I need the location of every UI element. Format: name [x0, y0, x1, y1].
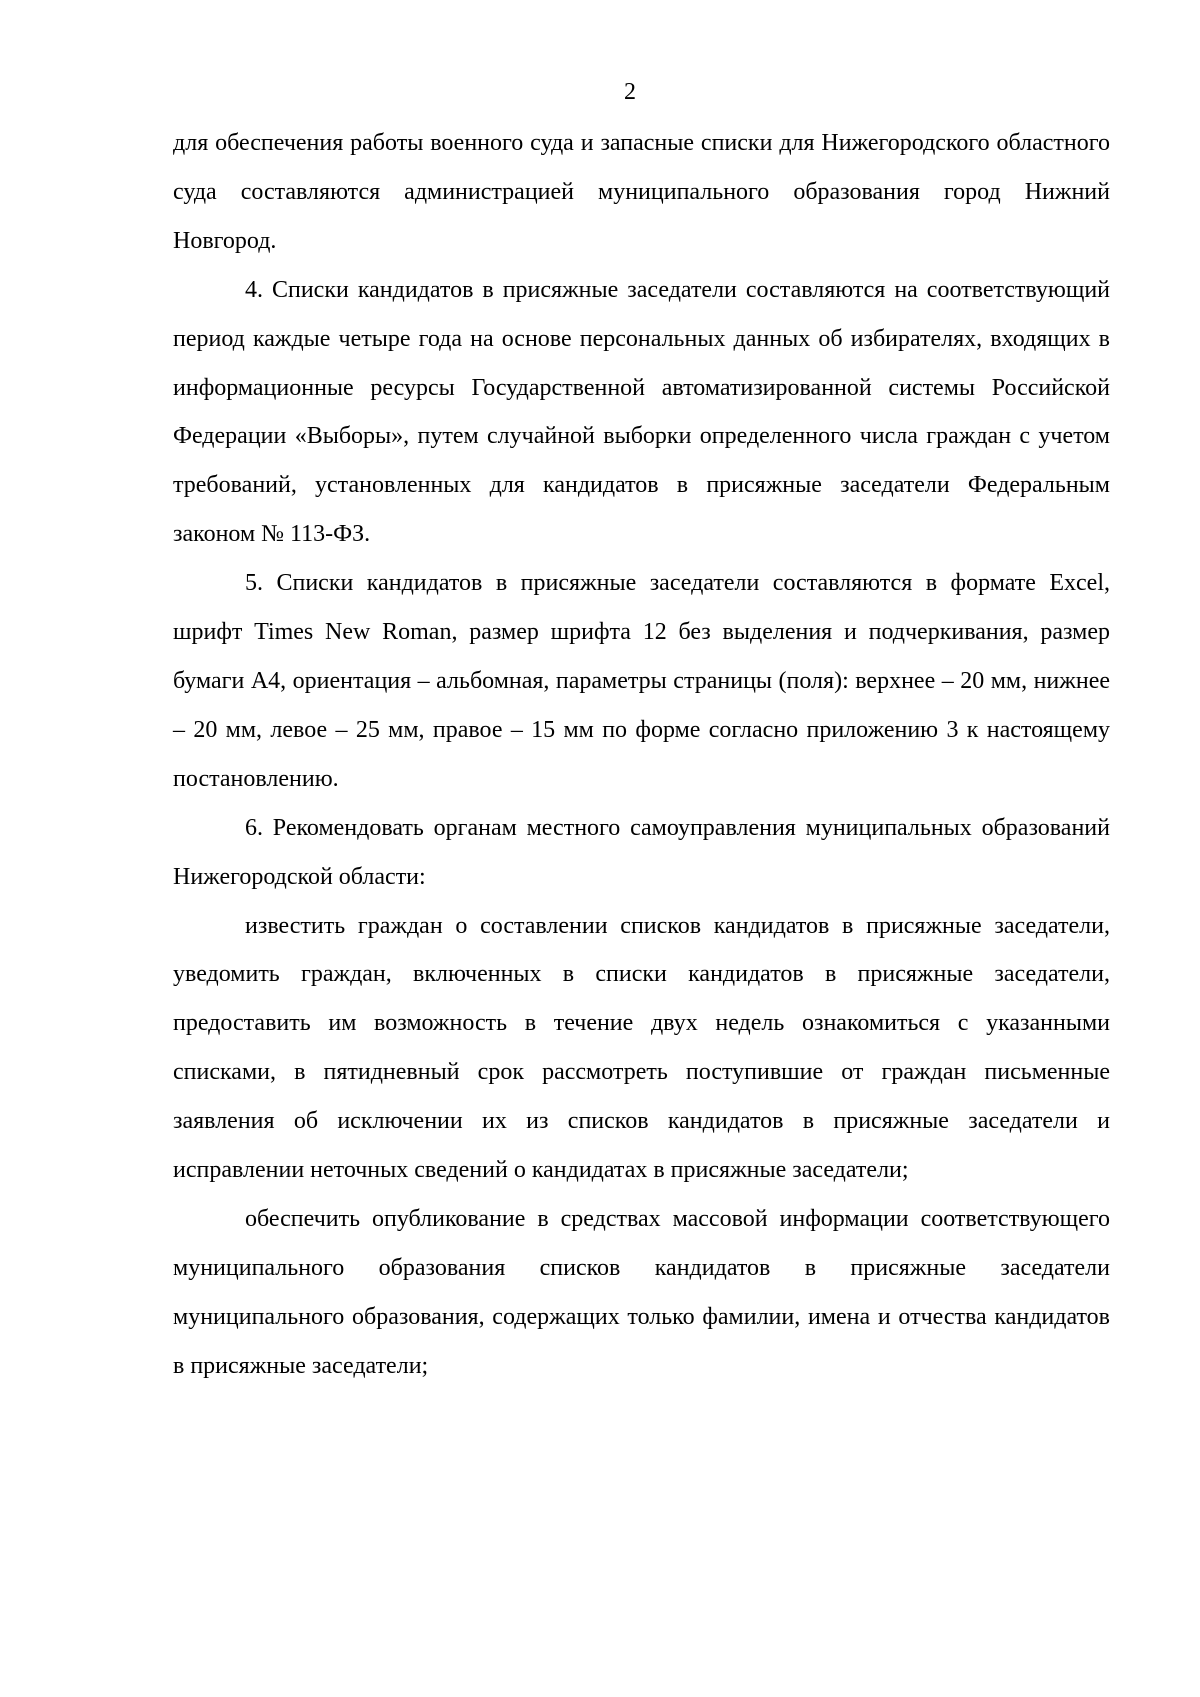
page-number: 2 — [624, 79, 636, 105]
paragraph-continuation: для обеспечения работы военного суда и запасные списки для Нижегородского областного суда составляются администрацией муниципального образования город Нижний Новгород. — [173, 130, 1110, 254]
paragraph-publish-lists: обеспечить опубликование в средствах массовой информации соответствующего муниципального образования списков кандидатов в присяжные заседатели муниципального образования, содержащих только фамилии, имена и отчества кандидатов в присяжные заседатели; — [173, 1205, 1110, 1379]
paragraph-item-5: 5. Списки кандидатов в присяжные заседатели составляются в формате Excel, шрифт Times New Roman, размер шрифта 12 без выделения и подчеркивания, размер бумаги А4, ориентация – альбомная, параметры страницы (поля): верхнее – 20 мм, нижнее – 20 мм, левое – 25 мм, правое – 15 мм по форме согласно приложению 3 к настоящему постановлению. — [173, 570, 1110, 792]
paragraph-item-4: 4. Списки кандидатов в присяжные заседатели составляются на соответствующий период каждые четыре года на основе персональных данных об избирателях, входящих в информационные ресурсы Государственной автоматизированной системы Российской Федерации «Выборы», путем случайной выборки определенного числа граждан с учетом требований, установленных для кандидатов в присяжные заседатели Федеральным законом № 113-ФЗ. — [173, 276, 1110, 548]
document-body — [173, 119, 1110, 1391]
paragraph-notify-citizens: известить граждан о составлении списков кандидатов в присяжные заседатели, уведомить граждан, включенных в списки кандидатов в присяжные заседатели, предоставить им возможность в течение двух недель ознакомиться с указанными списками, в пятидневный срок рассмотреть поступившие от граждан письменные заявления об исключении их из списков кандидатов в присяжные заседатели и исправлении неточных сведений о кандидатах в присяжные заседатели; — [173, 912, 1110, 1184]
paragraph-item-6: 6. Рекомендовать органам местного самоуправления муниципальных образований Нижегородской области: — [173, 814, 1110, 890]
